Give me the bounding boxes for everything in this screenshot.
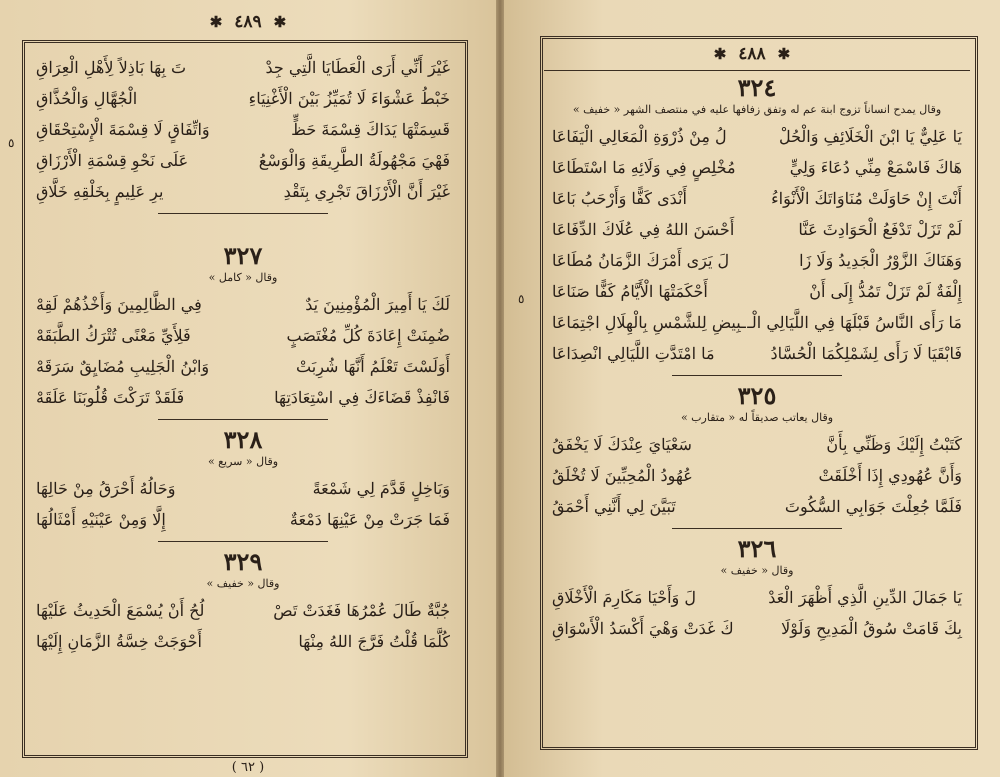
verse-second-hemistich: أَحْكَمَتْهَا الْأَيَّامُ كَفًّا صَنَاعَا [552,282,708,301]
verse-second-hemistich: أَحْسَنَ اللهُ فِي عُلَاكَ الدِّفَاعَا [552,220,735,239]
poem-separator [672,528,842,529]
poem-number: ٣٢٤ [737,73,777,102]
verse [36,320,450,351]
verse-first-hemistich: قَسِمَتْهَا يَدَاكَ قِسْمَةَ حَظٍّ [291,120,450,139]
verse-first-hemistich: فَهْيَ مَجْهُولَةُ الطَّرِيقَةِ وَالْوَسْعُ [258,151,450,170]
verse-first-hemistich: خَبْطُ عَشْوَاءَ لَا تُمَيِّزُ بَيْنَ الْأَغْنِيَاءِ [248,89,450,108]
poem-number: ٣٢٥ [737,381,777,410]
verse-first-hemistich: لَكَ يَا أَمِيرَ الْمُؤْمِنِينَ يَدٌ [305,295,450,314]
verse [36,114,450,145]
right-line-marker: ٥ [518,292,525,306]
verse-first-hemistich: غَيْرَ أَنِّي أَرَى الْعَطَايَا الَّتِي جِدْ [265,58,450,77]
verse [36,473,450,504]
verse-first-hemistich: لَمْ تَزَلْ تَدْفَعُ الْحَوَادِثَ عَنَّا [798,220,962,239]
ornament-icon: ✱ [273,13,287,31]
verse-first-hemistich: أَنْتَ إِنْ حَاوَلَتْ مُنَاوَاتَكَ الْأَنْوَاءُ [771,189,962,208]
poem-intro: وقال يمدح انساناً تزوج ابنة عم له وتفق زفافها عليه في منتصف الشهر « خفيف » [572,103,942,116]
verse-first-hemistich: فَمَا جَرَتْ مِنْ عَيْنِهَا دَمْعَةٌ [289,510,450,529]
verse [36,351,450,382]
verse-second-hemistich: إِلَّا وَمِنْ عَيْنَيْهِ أَمْثَالُهَا [36,510,166,529]
verse-first-hemistich: كُلَّمَا قُلْتُ فَرَّجَ اللهُ مِنْهَا [298,632,450,651]
verse-second-hemistich: أَحْوَجَتْ خِسَّةُ الزَّمَانِ إِلَيْهَا [36,632,202,651]
left-page [0,0,496,777]
verse-first-hemistich: إِلْفَةٌ لَمْ تَزَلْ تَمُدُّ إِلَى أَنْ [809,282,962,301]
poem-intro: وقال يعاتب صديقاً له « متقارب » [680,411,834,424]
poem-intro: وقال « سريع » [207,455,279,468]
poem-number: ٣٢٩ [223,547,263,576]
poem-number: ٣٢٦ [737,534,777,563]
verse-second-hemistich: أَنْدَى كَفًّا وَأَرْحَبُ بَاعَا [552,189,687,208]
verse-second-hemistich: فَلِأَيِّ مَعْنًى تُتْرَكُ الطَّبَقَهْ [36,326,191,345]
verse-first-hemistich: ضُمِنَتْ إِعَادَةَ كُلِّ مُغْتَصَبٍ [286,326,450,345]
verse [36,176,450,207]
verse-second-hemistich: لُحُ أَنْ يُسْمَعَ الْحَدِيثُ عَلَيْهَا [36,601,205,620]
left-page-header [0,12,496,32]
verse [36,83,450,114]
ornament-icon: ✱ [713,45,727,63]
right-page-header [504,44,1000,64]
verse [552,613,962,644]
left-page-footer: ( ٦٢ ) [231,760,265,775]
left-page-number: ٤٨٩ [234,12,262,32]
verse-second-hemistich: الْجُهَّالِ وَالْحُذَّاقِ [36,89,138,108]
verse-first-hemistich: بِكَ قَامَتْ سُوقُ الْمَدِيحِ وَلَوْلَا [781,619,962,638]
verse [552,582,962,613]
verse-second-hemistich: لَ يَرَى أَمْرَكَ الزَّمَانُ مُطَاعَا [552,251,730,270]
ornament-icon: ✱ [777,45,791,63]
poem [36,426,450,542]
verse-second-hemistich: وَحَالُهُ أَحْرَقُ مِنْ حَالِهَا [36,479,176,498]
poem-intro: وقال « كامل » [208,271,278,284]
verse-first-hemistich: غَيْرَ أَنَّ الْأَرْزَاقَ تَجْرِي بِتَقْدِ [283,182,450,201]
verse-second-hemistich: فَلَقَدْ تَرَكْتَ قُلُوبَنَا عَلَقَهْ [36,388,185,407]
verse [36,504,450,535]
verse-second-hemistich: لَ وَأَحْيَا مَكَارِمَ الْأَخْلَاقِ [552,588,696,607]
verse-first-hemistich: جُبَّةٌ طَالَ عُمْرُهَا فَغَدَتْ تَصْ [273,601,450,620]
verse-first-hemistich: فَانْفِذْ قَضَاءَكَ فِي اسْتِعَادَتِهَا [274,388,450,407]
right-poems [552,74,962,644]
poem-separator [672,375,842,376]
verse [36,626,450,657]
verse-first-hemistich: وَهَنَاكَ الزَّوْرُ الْجَدِيدُ وَلَا زَا [799,251,962,270]
verse-second-hemistich: ـبِيضِ لِلشَّمْسِ بِالْهِلَالِ اجْتِمَاعَا [552,313,746,332]
poem-separator [158,213,328,214]
poem-separator [158,419,328,420]
left-poems [36,242,450,657]
verse-second-hemistich: فِي الظَّالِمِينَ وَأَخْذُهُمْ لَقِهْ [36,295,202,314]
poem-separator [158,541,328,542]
verse [36,289,450,320]
verse [552,429,962,460]
poem [36,242,450,420]
verse-second-hemistich: مَا امْتَدَّتِ اللَّيَالِي انْصِدَاعَا [552,344,715,363]
poem-number: ٣٢٧ [223,241,263,270]
left-top-verses [36,52,450,220]
right-page [504,0,1000,777]
verse-second-hemistich: يرِ عَلِيمٍ بِخَلْقِهِ خَلَّاقِ [36,182,164,201]
verse-first-hemistich: مَا رَأَى النَّاسُ قَبْلَهَا فِي اللَّيَالِي الْـ [747,313,962,332]
poem [552,74,962,376]
verse [552,276,962,307]
header-rule [544,70,970,71]
verse-second-hemistich: عَلَى نَحْوِ قِسْمَةِ الْأَرْزَاقِ [36,151,189,170]
verse-second-hemistich: سَعْيَايَ عِنْدَكَ لَا يَخْفَقُ [552,435,692,454]
verse [552,183,962,214]
verse [552,338,962,369]
verse-second-hemistich: كَ غَدَتْ وَهْيَ أَكْسَدُ الْأَسْوَاقِ [552,619,734,638]
poem-number: ٣٢٨ [223,425,263,454]
verse [552,152,962,183]
verse [552,491,962,522]
verse-first-hemistich: فَلَمَّا جُعِلْتَ جَوَابِي السُّكُوتَ [784,497,962,516]
verse [36,382,450,413]
verse [552,245,962,276]
verse [552,307,962,338]
poem [552,535,962,644]
right-page-number: ٤٨٨ [738,44,766,64]
verse-first-hemistich: فَابْقَيَا لَا رَأَى لِشَمْلِكُمَا الْحُسَّادُ [770,344,962,363]
verse [36,595,450,626]
verse-first-hemistich: يَا عَلِيٌّ يَا ابْنَ الْخَلَائِفِ وَالْحُلْ [778,127,962,146]
verse-second-hemistich: تَ بِهَا بَاذِلاً لِأَهْلِ الْعِرَاقِ [36,58,187,77]
verse [552,460,962,491]
verse-second-hemistich: وَاتِّفَاقٍ لَا قِسْمَةَ الْإِسْتِحْقَاقِ [36,120,210,139]
verse [552,214,962,245]
ornament-icon: ✱ [209,13,223,31]
poem [552,382,962,529]
verse-second-hemistich: وَابْنُ الْجَلِيبِ مُضَايِقٌ سَرَقَهْ [36,357,210,376]
verse-first-hemistich: كَتَبْتُ إِلَيْكَ وَظَنِّي بِأَنَّ [826,435,962,454]
poem [36,548,450,657]
poem-intro: وقال « خفيف » [720,564,794,577]
verse-second-hemistich: مُخْلِصٍ فِي وَلَائِهِ مَا اسْتَطَاعَا [552,158,736,177]
poem-intro: وقال « خفيف » [206,577,280,590]
verse [552,121,962,152]
verse-first-hemistich: وَأَنَّ عُهُودِي إِذَا أَخْلَقَتْ [818,466,962,485]
verse-first-hemistich: يَا جَمَالَ الدِّينِ الَّذِي أَظْهَرَ الْعَدْ [768,588,962,607]
verse-first-hemistich: هَاكَ فَاسْمَعْ مِنِّي دُعَاءَ وَلِيٍّ [789,158,962,177]
verse [36,145,450,176]
verse-first-hemistich: أَوَلَسْتَ تَعْلَمُ أَنَّهَا شُرِبَتْ [296,357,450,376]
left-line-marker: ٥ [8,136,15,150]
verse-second-hemistich: تَبَيَّنَ لِي أَنَّنِي أَحْمَقُ [552,497,676,516]
verse [36,52,450,83]
verse-first-hemistich: وَبَاخِلٍ قَدَّمَ لِي شَمْعَةً [312,479,450,498]
verse-second-hemistich: لُ مِنْ ذُرْوَةِ الْمَعَالِي الْيَفَاعَا [552,127,727,146]
verse-second-hemistich: عُهُودُ الْمُحِبِّينَ لَا تُخْلَقُ [552,466,693,485]
